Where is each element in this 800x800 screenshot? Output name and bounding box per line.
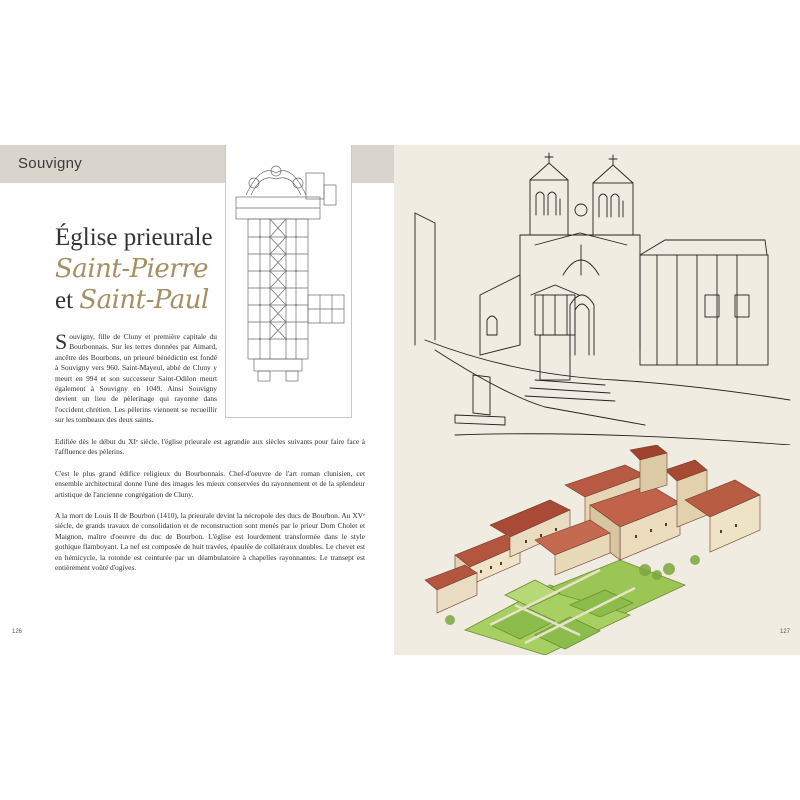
section-title: Souvigny — [18, 155, 83, 172]
title-line-3 — [55, 285, 225, 316]
title-line-3-plain: et — [55, 287, 80, 314]
right-page — [395, 145, 800, 655]
left-page — [0, 145, 395, 655]
chapter-title — [55, 223, 225, 316]
title-line-2: Saint-Pierre — [55, 254, 209, 284]
aerial-watercolor-illustration — [395, 445, 800, 655]
floor-plan-illustration — [225, 145, 352, 418]
title-line-3-italic: Saint-Paul — [79, 285, 209, 315]
page-number-left: 126 — [12, 629, 23, 635]
paragraph-intro-text: ouvigny, fille de Cluny et première capitale du Bourbonnais. Sur les terres données par Aimard, ancêtre des Bourbons, un prieuré bénédictin est fondé à Souvigny vers 960. Saint-Mayeul, abbé de Cluny y meurt en 994 et son successeur Saint-Odilon meurt également à Souvigny en 1049. Ainsi Souvigny devient un lieu de pèlerinage qui rayonne dans l'occident chrétien. Les pèlerins viennent se recueillir sur les tombeaux des deux saints. — [55, 332, 217, 425]
drop-cap: S — [55, 329, 68, 354]
book-spread — [0, 145, 800, 655]
title-line-1: Église prieurale — [55, 224, 213, 251]
paragraph-4: A la mort de Louis II de Bourbon (1410), la prieurale devint la nécropole des ducs de Bourbon. Au XVᵉ siècle, de grands travaux de consolidation et de reconstruction sont menés par le prieur Dom Cholet et Maignon, maître d'oeuvre du duc de Bourbon. L'église est lourdement transformée dans le style gothique flamboyant. La nef est composée de huit travées, épaulée de collatéraux doubles. Le chevet est en hémicycle, la rotonde est ceinturée par un déambulatoire à chapelles rayonnantes. Le transept est entièrement voûté d'ogives. — [55, 511, 365, 573]
page-number-right: 127 — [779, 629, 790, 635]
church-floor-plan-icon — [226, 145, 351, 417]
church-sketch-illustration — [395, 145, 800, 445]
paragraph-2: Edifiée dès le début du XIᵉ siècle, l'église prieurale est agrandie aux siècles suivants pour faire face à l'affluence des pèlerins. — [55, 437, 365, 457]
paragraph-intro — [55, 329, 217, 426]
paragraph-3: C'est le plus grand édifice religieux du Bourbonnais. Chef-d'oeuvre de l'art roman clunisien, cet ensemble architectural donne l'une des images les mieux conservées du rayonnement et de la splendeur artistique de l'ancienne congrégation de Cluny. — [55, 469, 365, 499]
